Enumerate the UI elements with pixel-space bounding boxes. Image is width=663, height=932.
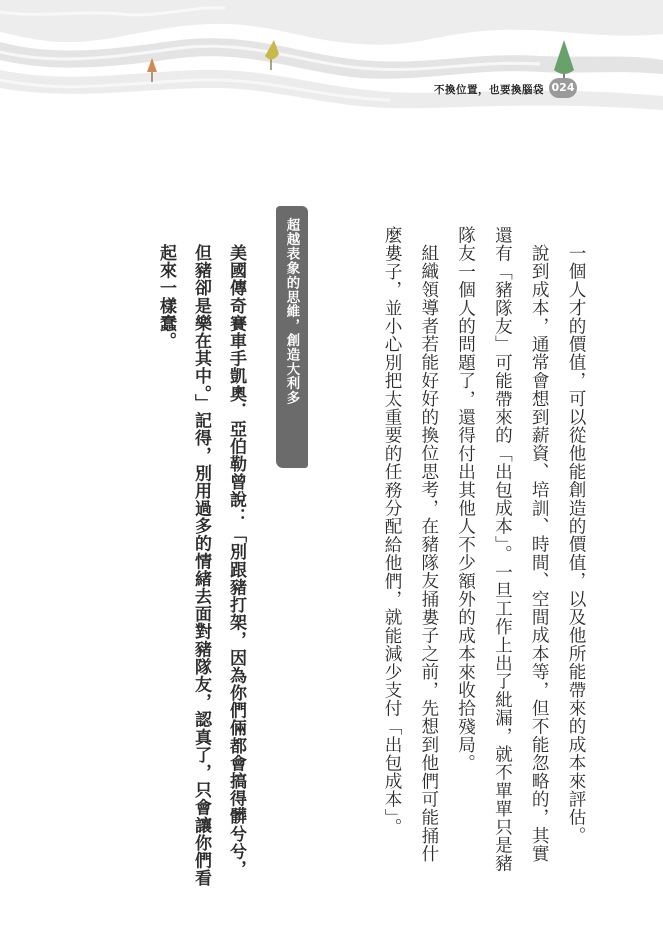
sidebar-heading: 超越表象的思維，創造大利多: [284, 218, 300, 406]
body-paragraph: 一個人才的價值，可以從他能創造的價值，以及他所能帶來的成本來評估。: [566, 243, 586, 845]
pine-tree-icon: [554, 40, 574, 82]
page-number-badge: 024: [549, 78, 577, 98]
sidebar-body-text: [133, 244, 253, 894]
body-paragraph: 組織領導者若能好好的換位思考，在豬隊友捅婁子之前，先想到他們可能捅什麼婁子，並小心別把太重要的任務分配給他們，就能減少支付「出包成本」。: [382, 226, 439, 863]
main-body-text: [329, 226, 594, 876]
sidebar-paragraph: 美國傳奇賽車手凱奧．亞伯勒曾說：「別跟豬打架，因為你們倆都會搞得髒兮兮，但豬卻是樂在其中。」記得，別用過多的情緒去面對豬隊友，認真了，只會讓你們看起來一樣蠢。: [156, 244, 246, 887]
body-paragraph: 說到成本，通常會想到薪資、培訓、時間、空間成本等，但不能忽略的，其實還有「豬隊友」可能帶來的「出包成本」。一旦工作上出了紕漏，就不單單只是豬隊友一個人的問題了，還得付出其他人不少額外的成本來收拾殘局。: [455, 226, 550, 873]
header-wave-decoration: [0, 0, 663, 130]
running-header-title: 不換位置，也要換腦袋: [434, 84, 544, 96]
